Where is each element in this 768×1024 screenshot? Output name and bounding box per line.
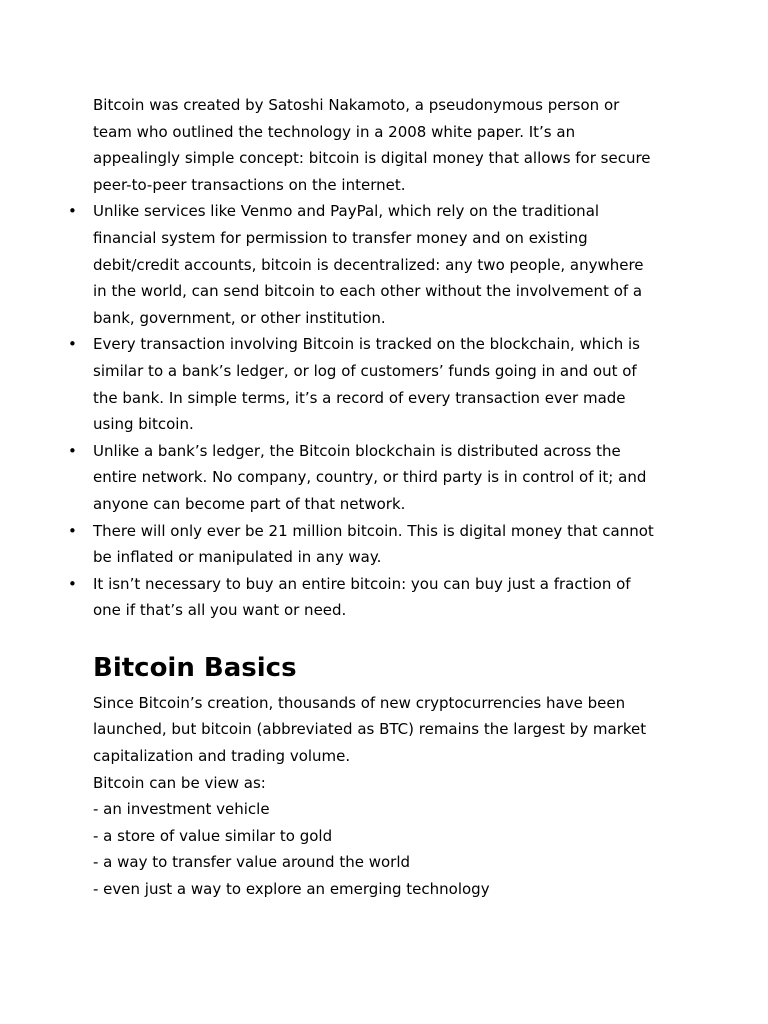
bullet-item <box>68 518 683 571</box>
bullet-list <box>68 198 683 624</box>
intro-line: peer-to-peer transactions on the internet. <box>93 175 406 194</box>
section-line: launched, but bitcoin (abbreviated as BTC) remains the largest by market <box>93 720 647 739</box>
bullet-line: Unlike a bank’s ledger, the Bitcoin blockchain is distributed across the <box>93 441 621 460</box>
bullet-line: It isn’t necessary to buy an entire bitcoin: you can buy just a fraction of <box>93 574 631 593</box>
section-body <box>93 690 683 903</box>
section-line: - a store of value similar to gold <box>93 826 333 845</box>
bullet-line: one if that’s all you want or need. <box>93 601 347 620</box>
bullet-line: debit/credit accounts, bitcoin is decentralized: any two people, anywhere <box>93 255 644 274</box>
section-line: capitalization and trading volume. <box>93 747 351 766</box>
bullet-icon: • <box>68 335 77 354</box>
bullet-line: financial system for permission to transfer money and on existing <box>93 228 588 247</box>
bullet-icon: • <box>68 574 77 593</box>
bullet-icon: • <box>68 521 77 540</box>
section-line: Since Bitcoin’s creation, thousands of new cryptocurrencies have been <box>93 693 626 712</box>
bullet-line: in the world, can send bitcoin to each other without the involvement of a <box>93 282 643 301</box>
bullet-line: entire network. No company, country, or third party is in control of it; and <box>93 468 647 487</box>
document-page <box>68 92 683 903</box>
bullet-line: using bitcoin. <box>93 415 194 434</box>
bullet-item <box>68 438 683 518</box>
intro-paragraph <box>93 92 683 198</box>
bullet-icon: • <box>68 202 77 221</box>
bullet-line: similar to a bank’s ledger, or log of customers’ funds going in and out of <box>93 361 637 380</box>
bullet-item <box>68 198 683 331</box>
section-heading: Bitcoin Basics <box>93 652 297 683</box>
bullet-item <box>68 571 683 624</box>
bullet-line: bank, government, or other institution. <box>93 308 386 327</box>
bullet-line: There will only ever be 21 million bitcoin. This is digital money that cannot <box>93 521 654 540</box>
intro-line: appealingly simple concept: bitcoin is digital money that allows for secure <box>93 149 651 168</box>
intro-line: Bitcoin was created by Satoshi Nakamoto, a pseudonymous person or <box>93 96 620 114</box>
bullet-icon: • <box>68 441 77 460</box>
section-line: - a way to transfer value around the world <box>93 853 411 872</box>
bullet-item <box>68 331 683 437</box>
bullet-line: be inflated or manipulated in any way. <box>93 548 382 567</box>
bullet-line: Unlike services like Venmo and PayPal, which rely on the traditional <box>93 202 600 221</box>
section-line: - an investment vehicle <box>93 800 270 819</box>
bullet-line: the bank. In simple terms, it’s a record of every transaction ever made <box>93 388 626 407</box>
bullet-line: anyone can become part of that network. <box>93 494 406 513</box>
section-line: Bitcoin can be view as: <box>93 773 266 792</box>
intro-line: team who outlined the technology in a 2008 white paper. It’s an <box>93 122 576 141</box>
section-line: - even just a way to explore an emerging technology <box>93 880 490 899</box>
bullet-line: Every transaction involving Bitcoin is tracked on the blockchain, which is <box>93 335 640 354</box>
